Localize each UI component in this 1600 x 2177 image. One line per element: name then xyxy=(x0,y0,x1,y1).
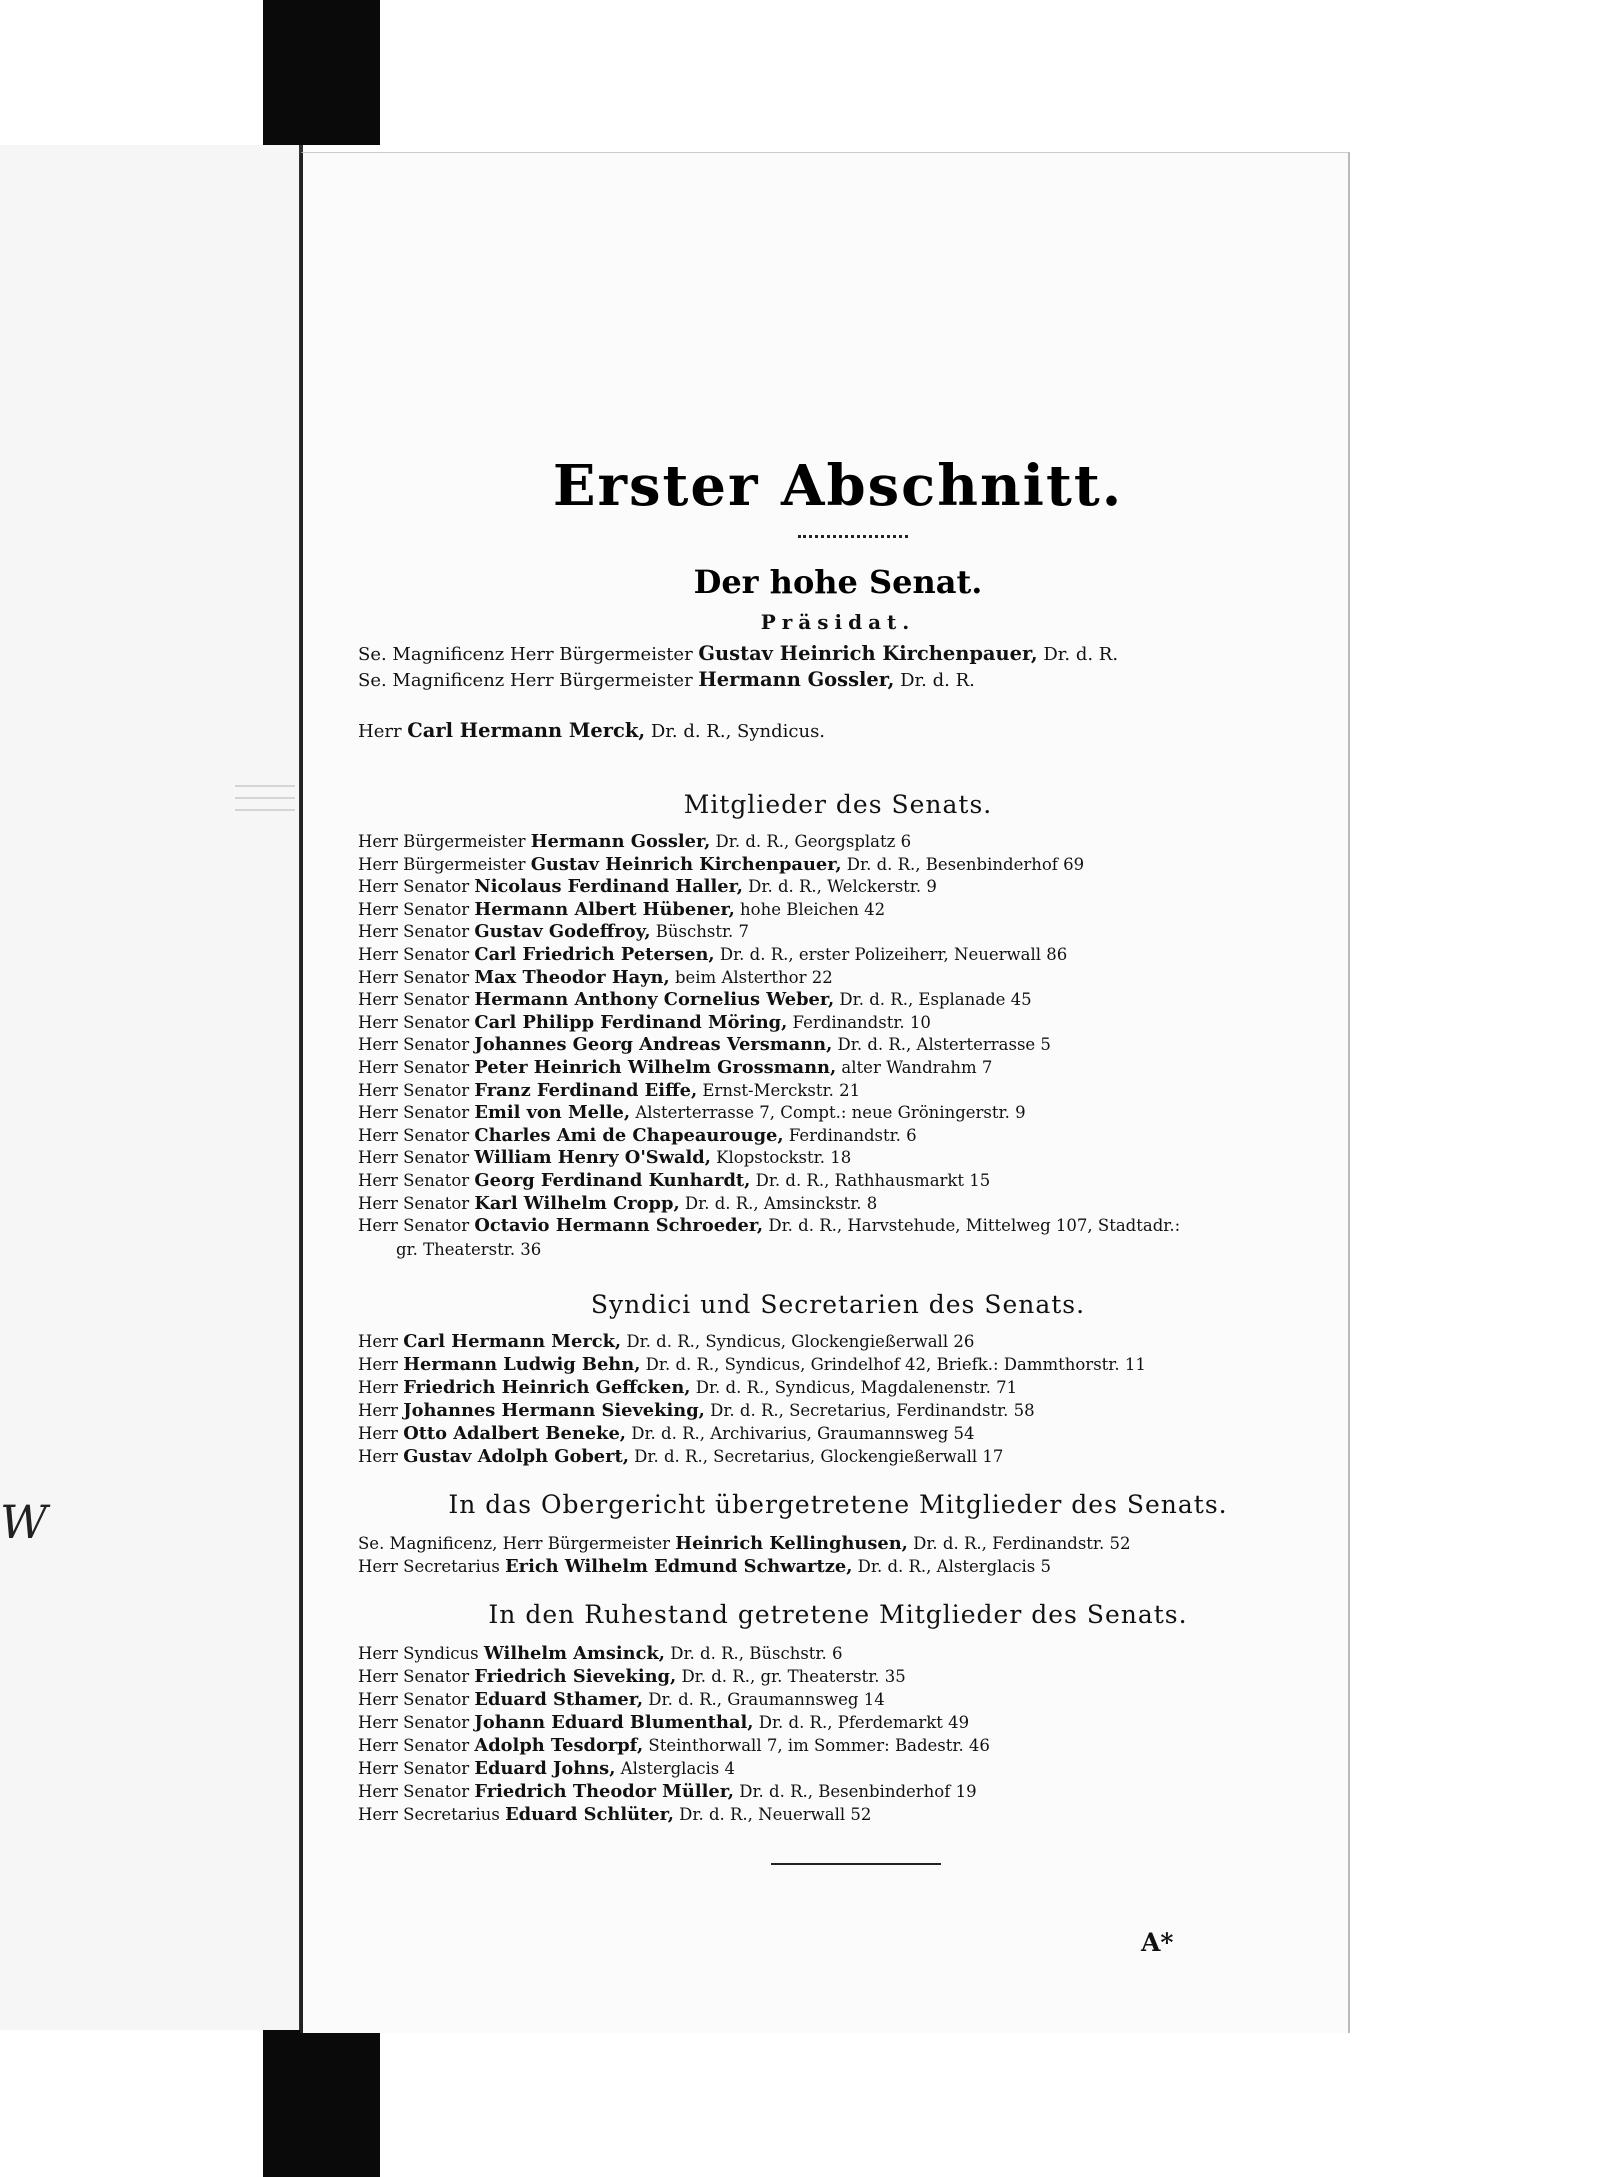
list-entry xyxy=(358,1377,1318,1399)
entry-name: Carl Friedrich Petersen, xyxy=(474,944,715,965)
list-entry xyxy=(358,1556,1318,1578)
page-mark: W xyxy=(0,1495,46,1549)
closing-rule xyxy=(771,1863,941,1865)
entry-name: Eduard Schlüter, xyxy=(505,1804,674,1825)
entry-title: Herr Senator xyxy=(358,1125,475,1145)
list-entry xyxy=(358,1147,1318,1169)
binding-clip-top xyxy=(263,0,380,145)
entry-title: Herr Senator xyxy=(358,1759,475,1778)
members-heading: Mitglieder des Senats. xyxy=(683,790,993,819)
entry-address: Dr. d. R., gr. Theaterstr. 35 xyxy=(676,1667,906,1686)
list-entry xyxy=(358,1331,1318,1353)
entry-title: Herr Senator xyxy=(358,1667,475,1686)
entry-title: Herr Senator xyxy=(358,922,475,942)
senate-title: Der hohe Senat. xyxy=(693,563,983,601)
entry-name: Charles Ami de Chapeaurouge, xyxy=(474,1124,784,1146)
entry-name: Carl Philipp Ferdinand Möring, xyxy=(474,1011,788,1033)
praesidium-entry: Se. Magnificenz Herr Bürgermeister Hermann Gossler, Dr. d. R. xyxy=(358,668,975,691)
entry-name: Gustav Heinrich Kirchenpauer, xyxy=(530,853,842,875)
list-entry xyxy=(358,1080,1318,1102)
entry-title: Herr Senator xyxy=(358,1690,475,1709)
entry-address: alter Wandrahm 7 xyxy=(836,1058,993,1077)
list-entry xyxy=(358,1423,1318,1445)
obergericht-heading: In das Obergericht übergetretene Mitglieder des Senats. xyxy=(448,1490,1228,1519)
entry-address: Klopstockstr. 18 xyxy=(710,1148,852,1168)
entry-name: Hermann Albert Hübener, xyxy=(474,898,735,920)
entry-name: Friedrich Heinrich Geffcken, xyxy=(403,1377,691,1398)
entry-address: Dr. d. R., Georgsplatz 6 xyxy=(710,832,912,851)
entry-name: Eduard Sthamer, xyxy=(474,1689,644,1710)
section-title: Erster Abschnitt. xyxy=(552,453,1124,519)
entry-title: Herr xyxy=(358,1401,404,1420)
entry-title: Herr Senator xyxy=(358,990,475,1010)
entry-title: Herr Senator xyxy=(358,1782,475,1801)
previous-page-edge xyxy=(0,145,303,2030)
entry-name: Friedrich Theodor Müller, xyxy=(474,1781,734,1802)
list-entry xyxy=(358,1400,1318,1422)
entry-name: Emil von Melle, xyxy=(474,1102,631,1124)
list-entry xyxy=(358,1057,1318,1079)
entry-name: Gustav Godeffroy, xyxy=(474,921,651,943)
list-entry xyxy=(358,967,1318,989)
entry-address: Dr. d. R., Alsterglacis 5 xyxy=(852,1557,1052,1576)
entry-title: Herr Senator xyxy=(358,1148,475,1168)
entry-address: Dr. d. R., Syndicus, Grindelhof 42, Briefk.: Dammthorstr. 11 xyxy=(640,1355,1146,1374)
list-entry xyxy=(358,1712,1318,1734)
entry-address: Dr. d. R., Syndicus, Glockengießerwall 26 xyxy=(621,1332,975,1351)
entry-name: Adolph Tesdorpf, xyxy=(474,1735,644,1756)
entry-address: Dr. d. R., Rathhausmarkt 15 xyxy=(750,1171,991,1190)
ruhestand-heading: In den Ruhestand getretene Mitglieder des Senats. xyxy=(488,1600,1188,1629)
members-continuation: gr. Theaterstr. 36 xyxy=(396,1240,542,1259)
entry-title: Herr Senator xyxy=(358,1216,475,1236)
entry-address: Dr. d. R., Besenbinderhof 19 xyxy=(734,1782,977,1801)
entry-title: Herr Secretarius xyxy=(358,1557,506,1576)
entry-address: Büschstr. 7 xyxy=(650,922,750,942)
entry-address: Dr. d. R., Ferdinandstr. 52 xyxy=(907,1534,1131,1553)
entry-address: Dr. d. R., Amsinckstr. 8 xyxy=(679,1193,878,1213)
list-entry xyxy=(358,854,1318,876)
list-entry xyxy=(358,1354,1318,1376)
entry-name: Heinrich Kellinghusen, xyxy=(675,1533,908,1554)
entry-name: Eduard Johns, xyxy=(474,1758,616,1779)
list-entry xyxy=(358,831,1318,853)
list-entry xyxy=(358,1446,1318,1468)
entry-address: Dr. d. R., Graumannsweg 14 xyxy=(643,1690,885,1709)
list-entry xyxy=(358,1102,1318,1124)
entry-name: Hermann Anthony Cornelius Weber, xyxy=(474,989,835,1011)
entry-address: Dr. d. R., Syndicus, Magdalenenstr. 71 xyxy=(690,1378,1018,1397)
entry-address: Alsterterrasse 7, Compt.: neue Gröningerstr. 9 xyxy=(630,1103,1026,1123)
entry-title: Herr Senator xyxy=(358,1012,475,1032)
entry-title: Herr xyxy=(358,1355,404,1374)
entry-name: Peter Heinrich Wilhelm Grossmann, xyxy=(474,1057,837,1078)
bleed-through-lines xyxy=(235,785,295,835)
praesidat-heading: Präsidat. xyxy=(760,610,916,634)
entry-title: Herr xyxy=(358,1447,404,1466)
list-entry xyxy=(358,876,1318,898)
entry-name: Johannes Hermann Sieveking, xyxy=(403,1400,705,1421)
entry-title: Herr Senator xyxy=(358,1058,475,1077)
entry-title: Herr Senator xyxy=(358,877,475,897)
syndici-heading: Syndici und Secretarien des Senats. xyxy=(590,1290,1086,1319)
list-entry xyxy=(358,1758,1318,1780)
entry-name: Johannes Georg Andreas Versmann, xyxy=(474,1034,833,1056)
document-page xyxy=(300,152,1350,2033)
entry-title: Herr Senator xyxy=(358,899,475,919)
list-entry xyxy=(358,1012,1318,1034)
entry-address: hohe Bleichen 42 xyxy=(734,899,886,919)
list-entry xyxy=(358,921,1318,943)
entry-name: Carl Hermann Merck, xyxy=(403,1331,622,1352)
list-entry xyxy=(358,1666,1318,1688)
entry-title: Herr Senator xyxy=(358,1713,475,1732)
entry-title: Herr Secretarius xyxy=(358,1805,506,1824)
entry-address: Dr. d. R., Alsterterrasse 5 xyxy=(832,1035,1051,1055)
entry-title: Se. Magnificenz, Herr Bürgermeister xyxy=(358,1534,676,1553)
entry-name: Johann Eduard Blumenthal, xyxy=(474,1712,754,1733)
entry-name: William Henry O'Swald, xyxy=(474,1147,711,1169)
list-entry xyxy=(358,1125,1318,1147)
entry-title: Herr Syndicus xyxy=(358,1644,484,1663)
list-entry xyxy=(358,1689,1318,1711)
list-entry xyxy=(358,989,1318,1011)
entry-title: Herr Bürgermeister xyxy=(358,854,531,874)
list-entry xyxy=(358,1170,1318,1192)
syndicus-entry: Herr Carl Hermann Merck, Dr. d. R., Syndicus. xyxy=(358,719,826,742)
entry-name: Franz Ferdinand Eiffe, xyxy=(474,1079,698,1101)
entry-address: Dr. d. R., Esplanade 45 xyxy=(834,990,1032,1010)
entry-address: Dr. d. R., Secretarius, Ferdinandstr. 58 xyxy=(704,1401,1035,1420)
title-dotted-rule xyxy=(798,535,908,538)
entry-address: Dr. d. R., Neuerwall 52 xyxy=(673,1805,872,1824)
praesidium-entry: Se. Magnificenz Herr Bürgermeister Gustav Heinrich Kirchenpauer, Dr. d. R. xyxy=(358,642,1119,665)
entry-name: Nicolaus Ferdinand Haller, xyxy=(474,876,743,898)
list-entry xyxy=(358,899,1318,921)
entry-address: Dr. d. R., Besenbinderhof 69 xyxy=(841,854,1085,874)
entry-title: Herr Senator xyxy=(358,1171,475,1190)
entry-address: Steinthorwall 7, im Sommer: Badestr. 46 xyxy=(643,1736,990,1755)
entry-name: Wilhelm Amsinck, xyxy=(483,1643,665,1664)
list-entry xyxy=(358,1533,1318,1555)
entry-address: Dr. d. R., Büschstr. 6 xyxy=(665,1644,843,1663)
entry-name: Hermann Gossler, xyxy=(530,831,711,852)
entry-name: Gustav Adolph Gobert, xyxy=(403,1446,629,1467)
entry-name: Otto Adalbert Beneke, xyxy=(403,1423,626,1444)
binding-clip-bottom xyxy=(263,2030,380,2177)
list-entry xyxy=(358,944,1318,966)
list-entry xyxy=(358,1781,1318,1803)
entry-address: Ferdinandstr. 6 xyxy=(783,1125,917,1145)
entry-name: Erich Wilhelm Edmund Schwartze, xyxy=(505,1556,853,1577)
entry-address: Alsterglacis 4 xyxy=(615,1759,736,1778)
entry-title: Herr Senator xyxy=(358,1193,475,1213)
entry-title: Herr xyxy=(358,1424,404,1443)
list-entry xyxy=(358,1034,1318,1056)
entry-name: Octavio Hermann Schroeder, xyxy=(474,1215,764,1237)
list-entry xyxy=(358,1215,1318,1237)
printer-signature: A* xyxy=(1141,1928,1174,1957)
entry-title: Herr Senator xyxy=(358,1035,475,1055)
list-entry xyxy=(358,1735,1318,1757)
entry-title: Herr Bürgermeister xyxy=(358,832,531,851)
entry-address: Dr. d. R., Harvstehude, Mittelweg 107, Stadtadr.: xyxy=(763,1216,1181,1236)
entry-name: Karl Wilhelm Cropp, xyxy=(474,1192,680,1214)
entry-address: Ernst-Merckstr. 21 xyxy=(697,1080,861,1100)
list-entry xyxy=(358,1193,1318,1215)
entry-address: Dr. d. R., erster Polizeiherr, Neuerwall 86 xyxy=(714,945,1068,964)
entry-address: Dr. d. R., Archivarius, Graumannsweg 54 xyxy=(625,1424,975,1443)
entry-title: Herr xyxy=(358,1332,404,1351)
entry-address: Dr. d. R., Welckerstr. 9 xyxy=(742,877,937,897)
entry-name: Hermann Ludwig Behn, xyxy=(403,1354,641,1375)
entry-title: Herr Senator xyxy=(358,1103,475,1123)
list-entry xyxy=(358,1643,1318,1665)
entry-title: Herr Senator xyxy=(358,1736,475,1755)
entry-name: Georg Ferdinand Kunhardt, xyxy=(474,1170,751,1191)
list-entry xyxy=(358,1804,1318,1826)
entry-name: Friedrich Sieveking, xyxy=(474,1666,677,1687)
entry-address: Ferdinandstr. 10 xyxy=(787,1012,931,1032)
entry-title: Herr Senator xyxy=(358,1080,475,1100)
entry-address: Dr. d. R., Secretarius, Glockengießerwall 17 xyxy=(628,1447,1004,1466)
entry-address: beim Alsterthor 22 xyxy=(669,967,833,987)
entry-title: Herr Senator xyxy=(358,967,475,987)
entry-name: Max Theodor Hayn, xyxy=(474,966,670,988)
entry-address: Dr. d. R., Pferdemarkt 49 xyxy=(753,1713,970,1732)
entry-title: Herr xyxy=(358,1378,404,1397)
entry-title: Herr Senator xyxy=(358,945,475,964)
